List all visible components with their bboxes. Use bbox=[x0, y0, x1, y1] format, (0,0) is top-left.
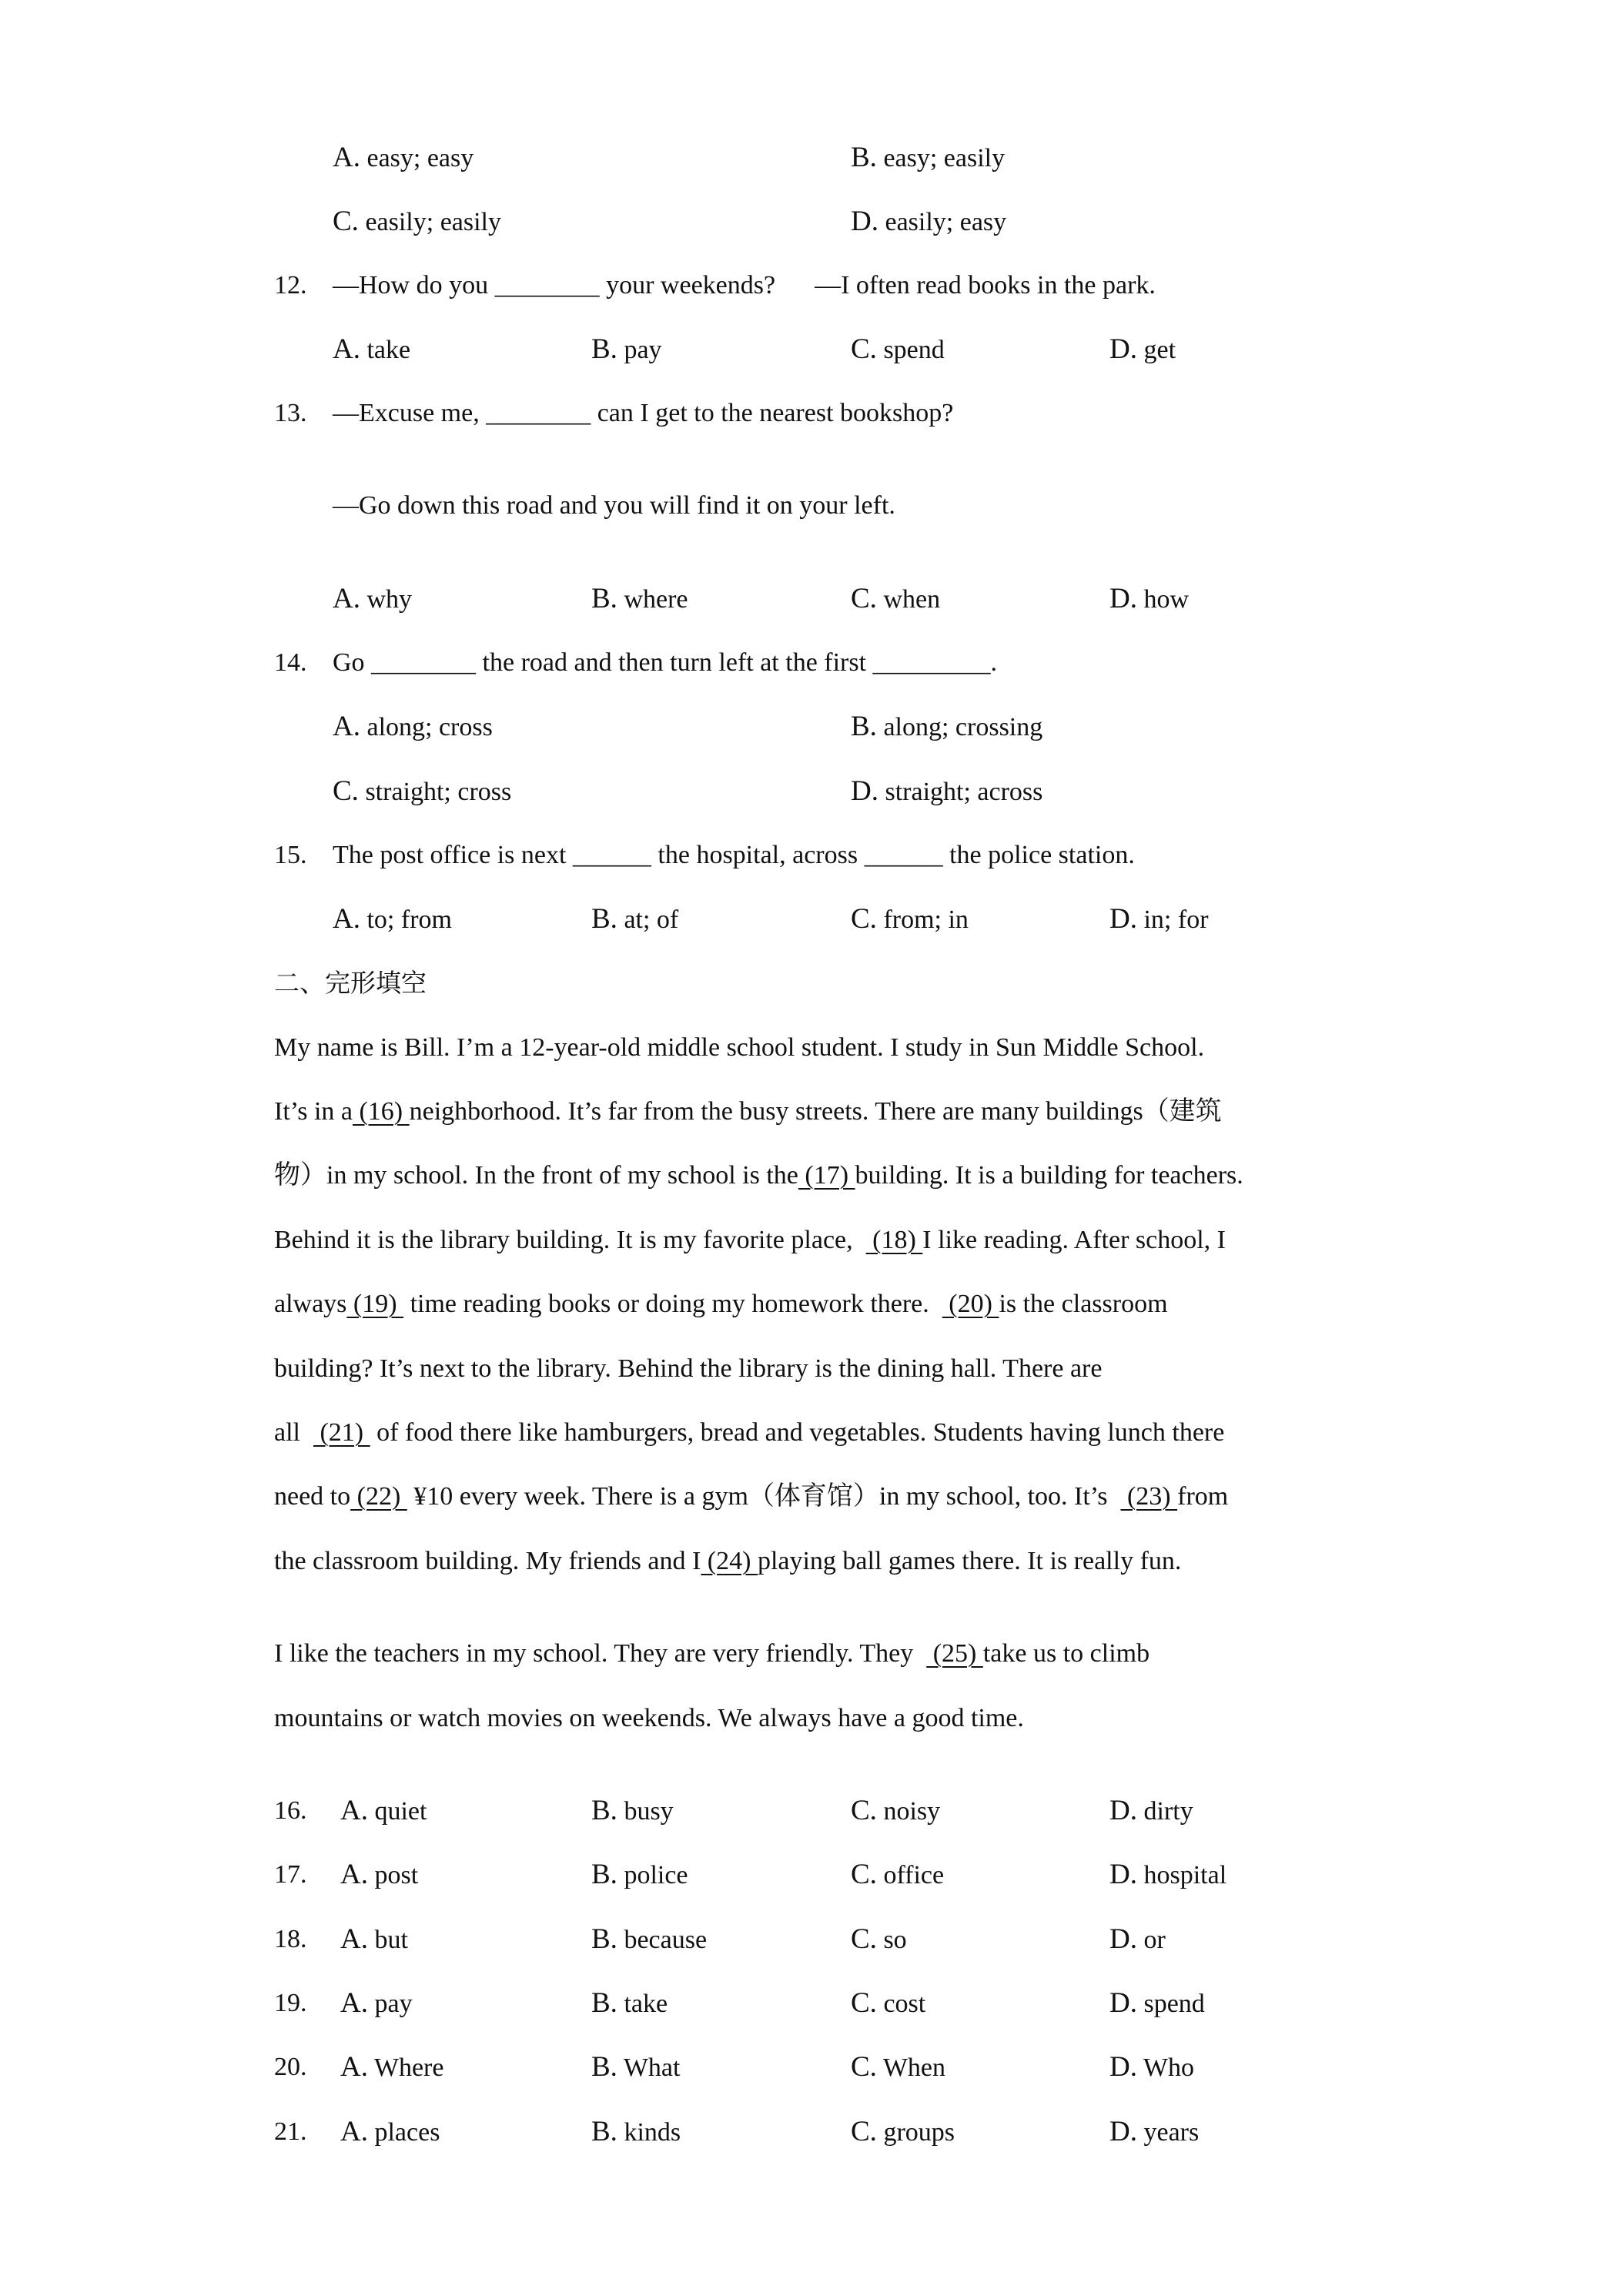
option-letter: C. bbox=[851, 1859, 877, 1890]
option-text: so bbox=[876, 1926, 907, 1954]
option-text: quiet bbox=[367, 1797, 427, 1826]
q15-option-c bbox=[851, 896, 969, 943]
q11-option-d bbox=[851, 199, 1006, 246]
option-letter: C. bbox=[851, 2051, 877, 2083]
cloze-option bbox=[851, 1852, 944, 1899]
option-letter: C. bbox=[333, 206, 359, 237]
option-letter: D. bbox=[1109, 903, 1137, 935]
option-letter: B. bbox=[591, 1987, 617, 2019]
option-text: noisy bbox=[876, 1797, 941, 1826]
option-text: take bbox=[360, 336, 411, 364]
option-text: easily; easily bbox=[358, 208, 501, 236]
option-letter: D. bbox=[1109, 1859, 1137, 1890]
option-letter: C. bbox=[851, 2116, 877, 2147]
q13-option-a bbox=[333, 576, 412, 623]
option-text: straight; cross bbox=[358, 778, 512, 806]
cloze-option bbox=[340, 1916, 408, 1963]
option-text: years bbox=[1136, 2118, 1200, 2147]
option-letter: D. bbox=[1109, 583, 1137, 614]
option-text: cost bbox=[876, 1990, 926, 2018]
question-number: 19. bbox=[274, 1989, 307, 2017]
option-letter: B. bbox=[851, 711, 877, 742]
passage-line bbox=[274, 1281, 1168, 1327]
option-letter: B. bbox=[591, 2051, 617, 2083]
option-letter: C. bbox=[851, 583, 877, 614]
section-heading: 二、完形填空 bbox=[274, 968, 427, 998]
blank-16: (16) bbox=[352, 1097, 410, 1126]
option-text: When bbox=[876, 2053, 946, 2082]
cloze-option bbox=[591, 1788, 674, 1835]
passage-line: building? It’s next to the library. Behind the library is the dining hall. There are bbox=[274, 1354, 1103, 1383]
option-letter: B. bbox=[591, 1923, 617, 1955]
option-text: places bbox=[367, 2118, 440, 2147]
blank-17: (17) bbox=[798, 1161, 855, 1190]
option-text: along; cross bbox=[360, 713, 493, 741]
q11-option-a bbox=[333, 135, 474, 182]
question-number: 16. bbox=[274, 1796, 307, 1825]
option-text: post bbox=[367, 1861, 419, 1889]
cloze-option bbox=[851, 1980, 925, 2027]
cloze-option bbox=[591, 2109, 681, 2156]
option-letter: C. bbox=[851, 1923, 877, 1955]
option-text: groups bbox=[876, 2118, 955, 2147]
option-text: easy; easy bbox=[360, 144, 474, 172]
option-text: spend bbox=[1136, 1990, 1205, 2018]
cloze-option bbox=[591, 1916, 707, 1963]
cloze-option bbox=[851, 1916, 907, 1963]
cloze-option bbox=[591, 2044, 680, 2091]
question-stem: —Excuse me, ________ can I get to the nearest bookshop? bbox=[333, 399, 954, 427]
option-letter: C. bbox=[851, 903, 877, 935]
cloze-option bbox=[1109, 1852, 1226, 1899]
passage-line bbox=[274, 1538, 1181, 1585]
question-number: 21. bbox=[274, 2117, 307, 2146]
cloze-option bbox=[851, 2044, 945, 2091]
q14-option-c bbox=[333, 768, 511, 815]
option-letter: B. bbox=[591, 333, 617, 365]
passage-line bbox=[274, 1474, 1228, 1520]
option-text: but bbox=[367, 1926, 408, 1954]
q11-option-b bbox=[851, 135, 1005, 182]
option-text: when bbox=[876, 585, 941, 614]
passage-line bbox=[274, 1217, 1226, 1263]
option-text: along; crossing bbox=[876, 713, 1043, 741]
cloze-option bbox=[1109, 2044, 1194, 2091]
passage-line: mountains or watch movies on weekends. We always have a good time. bbox=[274, 1704, 1024, 1732]
cloze-option bbox=[591, 1852, 688, 1899]
option-letter: D. bbox=[1109, 333, 1137, 365]
option-text: because bbox=[617, 1926, 708, 1954]
option-letter: D. bbox=[851, 775, 878, 807]
q14-option-a bbox=[333, 704, 493, 751]
option-text: hospital bbox=[1136, 1861, 1227, 1889]
question-number: 18. bbox=[274, 1925, 307, 1953]
option-letter: A. bbox=[333, 583, 360, 614]
passage-text: of food there like hamburgers, bread and vegetables. Students having lunch there bbox=[370, 1418, 1225, 1447]
option-text: from; in bbox=[876, 905, 969, 934]
option-text: how bbox=[1136, 585, 1190, 614]
passage-text: I like reading. After school, I bbox=[922, 1226, 1226, 1254]
option-text: where bbox=[617, 585, 688, 614]
option-letter: A. bbox=[340, 2051, 368, 2083]
option-letter: D. bbox=[1109, 2116, 1137, 2147]
option-letter: D. bbox=[1109, 2051, 1137, 2083]
option-letter: D. bbox=[851, 206, 878, 237]
passage-text: building. It is a building for teachers. bbox=[855, 1161, 1243, 1190]
q12-option-a bbox=[333, 326, 410, 373]
option-text: What bbox=[617, 2053, 681, 2082]
option-letter: C. bbox=[333, 775, 359, 807]
blank-22: (22) bbox=[350, 1482, 407, 1511]
option-letter: A. bbox=[333, 142, 360, 173]
passage-line bbox=[274, 1089, 1222, 1135]
question-stem: The post office is next ______ the hospital, across ______ the police station. bbox=[333, 841, 1135, 869]
option-letter: A. bbox=[340, 2116, 368, 2147]
option-letter: A. bbox=[333, 333, 360, 365]
question-number: 14. bbox=[274, 648, 307, 677]
passage-text: 物）in my school. In the front of my school is the bbox=[274, 1161, 798, 1190]
blank-24: (24) bbox=[701, 1547, 758, 1575]
option-letter: A. bbox=[340, 1987, 368, 2019]
passage-text: neighborhood. It’s far from the busy streets. There are many buildings（建筑 bbox=[409, 1097, 1222, 1126]
option-text: easy; easily bbox=[876, 144, 1006, 172]
passage-text: I like the teachers in my school. They are very friendly. They bbox=[274, 1639, 927, 1668]
option-text: pay bbox=[617, 336, 662, 364]
cloze-option bbox=[340, 1852, 418, 1899]
option-text: or bbox=[1136, 1926, 1166, 1954]
passage-text: need to bbox=[274, 1482, 351, 1511]
cloze-option bbox=[340, 2109, 440, 2156]
option-letter: C. bbox=[851, 1987, 877, 2019]
cloze-option bbox=[1109, 1916, 1166, 1963]
option-text: Where bbox=[367, 2053, 444, 2082]
question-number: 13. bbox=[274, 399, 307, 427]
option-text: at; of bbox=[617, 905, 679, 934]
q11-option-c bbox=[333, 199, 501, 246]
blank-19: (19) bbox=[346, 1290, 404, 1318]
passage-text: all bbox=[274, 1418, 313, 1447]
question-number: 17. bbox=[274, 1860, 307, 1889]
option-text: spend bbox=[876, 336, 945, 364]
q15-option-b bbox=[591, 896, 678, 943]
option-letter: B. bbox=[591, 903, 617, 935]
blank-23: (23) bbox=[1120, 1482, 1178, 1511]
option-letter: B. bbox=[591, 583, 617, 614]
cloze-option bbox=[591, 1980, 668, 2027]
option-text: kinds bbox=[617, 2118, 681, 2147]
q13-option-c bbox=[851, 576, 940, 623]
passage-line bbox=[274, 1410, 1224, 1456]
blank-18: (18) bbox=[865, 1226, 923, 1254]
q13-option-b bbox=[591, 576, 688, 623]
q13-option-d bbox=[1109, 576, 1189, 623]
option-text: to; from bbox=[360, 905, 452, 934]
q12-option-c bbox=[851, 326, 945, 373]
option-text: in; for bbox=[1136, 905, 1209, 934]
option-letter: B. bbox=[591, 1859, 617, 1890]
option-letter: D. bbox=[1109, 1795, 1137, 1826]
option-letter: A. bbox=[340, 1859, 368, 1890]
passage-text: It’s in a bbox=[274, 1097, 353, 1126]
option-letter: C. bbox=[851, 333, 877, 365]
cloze-option bbox=[340, 1980, 413, 2027]
cloze-option bbox=[1109, 1788, 1193, 1835]
question-number: 20. bbox=[274, 2053, 307, 2081]
passage-text: ¥10 every week. There is a gym（体育馆）in my school, too. It’s bbox=[407, 1482, 1121, 1511]
option-letter: B. bbox=[591, 1795, 617, 1826]
q15-option-a bbox=[333, 896, 452, 943]
option-text: pay bbox=[367, 1990, 413, 2018]
q14-option-b bbox=[851, 704, 1042, 751]
cloze-option bbox=[340, 1788, 427, 1835]
option-text: busy bbox=[617, 1797, 674, 1826]
passage-text: take us to climb bbox=[982, 1639, 1150, 1668]
q15-option-d bbox=[1109, 896, 1209, 943]
option-text: Who bbox=[1136, 2053, 1194, 2082]
question-stem: —How do you ________ your weekends? —I often read books in the park. bbox=[333, 271, 1156, 300]
passage-line bbox=[274, 1153, 1243, 1199]
option-letter: A. bbox=[340, 1795, 368, 1826]
q12-option-d bbox=[1109, 326, 1176, 373]
passage-text: is the classroom bbox=[999, 1290, 1168, 1318]
passage-line: My name is Bill. I’m a 12-year-old middle school student. I study in Sun Middle School. bbox=[274, 1033, 1205, 1062]
passage-text: from bbox=[1177, 1482, 1229, 1511]
option-text: why bbox=[360, 585, 413, 614]
blank-21: (21) bbox=[313, 1418, 370, 1447]
option-text: easily; easy bbox=[878, 208, 1007, 236]
cloze-option bbox=[1109, 1980, 1205, 2027]
option-letter: D. bbox=[1109, 1987, 1137, 2019]
option-text: police bbox=[617, 1861, 688, 1889]
passage-text: playing ball games there. It is really fun. bbox=[757, 1547, 1182, 1575]
option-letter: A. bbox=[340, 1923, 368, 1955]
option-letter: A. bbox=[333, 711, 360, 742]
option-text: get bbox=[1136, 336, 1176, 364]
option-text: straight; across bbox=[878, 778, 1043, 806]
option-letter: D. bbox=[1109, 1923, 1137, 1955]
option-letter: B. bbox=[851, 142, 877, 173]
passage-text: always bbox=[274, 1290, 347, 1318]
blank-25: (25) bbox=[926, 1639, 983, 1668]
option-letter: B. bbox=[591, 2116, 617, 2147]
question-number: 15. bbox=[274, 841, 307, 869]
option-text: take bbox=[617, 1990, 668, 2018]
passage-text: Behind it is the library building. It is my favorite place, bbox=[274, 1226, 866, 1254]
passage-text: the classroom building. My friends and I bbox=[274, 1547, 701, 1575]
option-letter: C. bbox=[851, 1795, 877, 1826]
option-letter: A. bbox=[333, 903, 360, 935]
q12-option-b bbox=[591, 326, 662, 373]
q14-option-d bbox=[851, 768, 1042, 815]
option-text: dirty bbox=[1136, 1797, 1193, 1826]
passage-text: time reading books or doing my homework there. bbox=[403, 1290, 942, 1318]
cloze-option bbox=[851, 2109, 955, 2156]
passage-line bbox=[274, 1631, 1149, 1677]
question-stem-reply: —Go down this road and you will find it on your left. bbox=[333, 491, 895, 520]
question-number: 12. bbox=[274, 271, 307, 300]
question-stem: Go ________ the road and then turn left at the first _________. bbox=[333, 648, 998, 677]
blank-20: (20) bbox=[942, 1290, 999, 1318]
option-text: office bbox=[876, 1861, 945, 1889]
cloze-option bbox=[851, 1788, 940, 1835]
cloze-option bbox=[340, 2044, 443, 2091]
cloze-option bbox=[1109, 2109, 1199, 2156]
